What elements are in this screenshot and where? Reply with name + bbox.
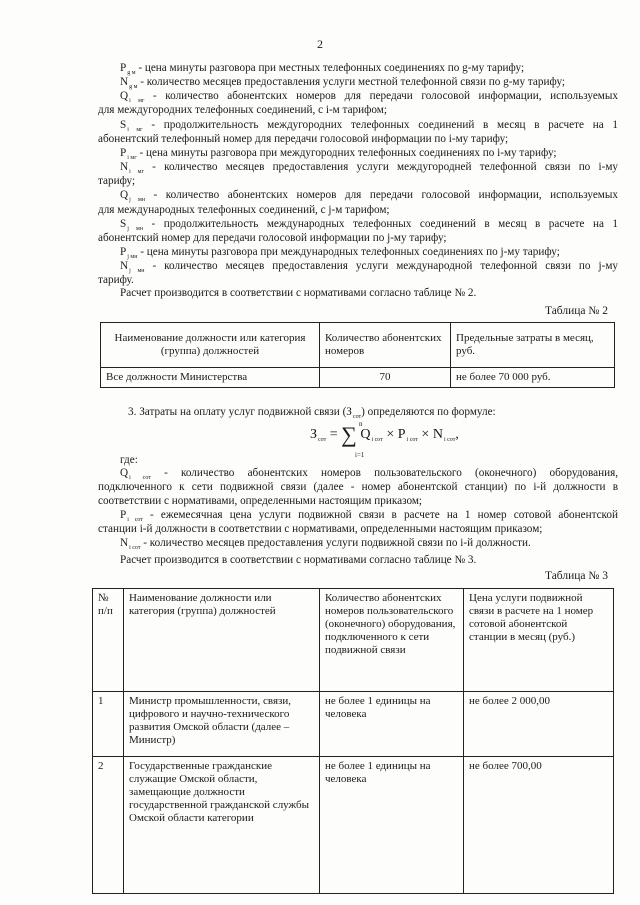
- table-3-cell: Министр промышленности, связи, цифрового и научно-технического развития Омской области (далее – Министр): [124, 692, 320, 757]
- definition-line: [98, 133, 618, 146]
- definition-subscript: i мг: [129, 169, 144, 176]
- definition-symbol: P: [120, 245, 127, 258]
- definition-subscript: j мн: [127, 225, 144, 232]
- formula-times-2: ×: [421, 427, 430, 442]
- definition-subscript: i сот: [129, 544, 141, 551]
- definition-symbol: P: [120, 146, 127, 159]
- calc-note-table-2: Расчет производится в соответствии с нормативами согласно таблице № 2.: [120, 287, 477, 299]
- table-3-cell: 2: [93, 757, 124, 894]
- definition-subscript: g м: [129, 84, 138, 91]
- formula-n: N: [432, 427, 443, 442]
- definition-text: - количество абонентских номеров для передачи голосовой информации, используемых: [144, 90, 618, 103]
- formula-eq: =: [329, 427, 338, 442]
- definition-text: подключенного к сети подвижной связи (далее - номер абонентской станции) по i-й должности в: [98, 480, 618, 493]
- definition-text: - продолжительность междугородних телефонных соединений в месяц в расчете на 1: [142, 118, 618, 131]
- definition-text: - цена минуты разговора при местных телефонных соединениях по g-му тарифу;: [135, 62, 525, 74]
- table-3-header-row: [93, 589, 614, 692]
- formula-lhs-sub: сот: [318, 437, 327, 443]
- section-3-intro-text: 3. Затраты на оплату услуг подвижной связи (З: [128, 406, 352, 418]
- definition-text: - количество абонентских номеров для передачи голосовой информации, используемых: [145, 189, 618, 202]
- definition-text: - количество месяцев предоставления услуги местной телефонной связи по g-му тарифу;: [137, 76, 566, 89]
- definition-line: [98, 274, 618, 287]
- table-2-caption: Таблица № 2: [544, 305, 608, 317]
- formula-p: P: [397, 427, 406, 442]
- definition-symbol: S: [120, 217, 127, 230]
- definition-subscript: i мг: [127, 154, 137, 161]
- table-2-cell: не более 70 000 руб.: [451, 368, 615, 388]
- table-3-cell: Государственные гражданские служащие Омской области, замещающие должности государственной гражданской службы Омской области категории: [124, 757, 320, 894]
- definition-symbol: N: [120, 260, 129, 273]
- table-3: [92, 588, 614, 894]
- definition-subscript: g м: [127, 70, 136, 76]
- table-2: [100, 322, 615, 388]
- table-3-header-cell: № п/п: [93, 589, 124, 692]
- table-2-header-cell: Наименование должности или категория (группа) должностей: [101, 323, 320, 368]
- table-3-cell: не более 2 000,00: [464, 692, 614, 757]
- definition-line: [98, 104, 618, 117]
- formula-q-sub: i сот: [371, 437, 383, 443]
- table-2-cell: Все должности Министерства: [101, 368, 320, 388]
- table-row: [101, 368, 615, 388]
- definition-symbol: P: [120, 62, 127, 74]
- table-3-caption: Таблица № 3: [544, 570, 608, 582]
- table-2-header-cell: Количество абонентских номеров: [320, 323, 451, 368]
- table-row: [93, 757, 614, 894]
- definition-symbol: P: [120, 508, 127, 521]
- table-2-header-row: [101, 323, 615, 368]
- definition-line: [98, 232, 618, 245]
- formula-q: Q: [360, 427, 371, 442]
- definition-symbol: N: [120, 536, 129, 549]
- table-3-cell: не более 700,00: [464, 757, 614, 894]
- definition-line: [98, 523, 618, 536]
- definition-line: [98, 495, 618, 508]
- table-3-cell: не более 1 единицы на человека: [320, 757, 464, 894]
- definition-subscript: i сот: [129, 475, 151, 481]
- table-2-header-cell: Предельные затраты в месяц, руб.: [451, 323, 615, 368]
- definition-text: соответствии с нормативами, определенными настоящим приказом;: [98, 494, 423, 507]
- definition-subscript: i мг: [127, 126, 143, 133]
- definition-text: для международных телефонных соединений, с j-м тарифом;: [98, 203, 390, 216]
- definition-symbol: S: [120, 118, 127, 131]
- definition-text: - количество месяцев предоставления услуги международной телефонной связи по j-му: [144, 260, 618, 273]
- page-number: 2: [317, 37, 323, 51]
- definition-line: [98, 481, 618, 494]
- definition-text: - ежемесячная цена услуги подвижной связи в расчете на 1 номер сотовой абонентской: [142, 508, 618, 521]
- formula-sigma: ∑: [341, 422, 357, 447]
- table-3-cell: 1: [93, 692, 124, 757]
- definition-text: тарифу.: [98, 274, 134, 287]
- definition-line: [98, 204, 618, 217]
- definition-subscript: j мн: [129, 197, 146, 204]
- formula: [310, 420, 459, 459]
- definition-line: [120, 537, 618, 555]
- definition-subscript: i сот: [127, 516, 143, 523]
- definition-text: - цена минуты разговора при междугородних телефонных соединениях по i-му тарифу;: [136, 146, 557, 159]
- definition-symbol: Q: [120, 189, 129, 202]
- section-3-intro-end: ) определяются по формуле:: [361, 406, 496, 418]
- definition-subscript: j мн: [127, 253, 138, 260]
- definition-subscript: i мг: [129, 98, 145, 105]
- definition-text: - количество абонентских номеров пользовательского (оконечного) оборудования,: [150, 467, 618, 479]
- table-3-cell: не более 1 единицы на человека: [320, 692, 464, 757]
- definition-text: для междугородних телефонных соединений, с i-м тарифом;: [98, 104, 387, 117]
- definition-symbol: N: [120, 161, 129, 174]
- formula-p-sub: i сот: [406, 437, 418, 443]
- definition-symbol: N: [120, 76, 129, 89]
- calc-note-table-3: Расчет производится в соответствии с нормативами согласно таблице № 3.: [120, 554, 477, 566]
- formula-n-sub: i сот: [443, 437, 456, 443]
- where-label: где:: [120, 454, 138, 466]
- definition-text: - количество месяцев предоставления услуги подвижной связи по i-й должности.: [140, 536, 531, 549]
- section-3-intro: [128, 406, 640, 424]
- table-3-header-cell: Цена услуги подвижной связи в расчете на 1 номер сотовой абонентской станции в месяц (руб.): [464, 589, 614, 692]
- definition-text: тарифу;: [98, 175, 136, 188]
- definition-text: - количество месяцев предоставления услуги междугородней телефонной связи по i-му: [143, 161, 618, 174]
- definition-symbol: Q: [120, 467, 129, 479]
- formula-end: ,: [455, 427, 459, 442]
- table-3-header-cell: Количество абонентских номеров пользовательского (оконечного) оборудования, подключенного к сети подвижной связи: [320, 589, 464, 692]
- definition-text: абонентский номер для передачи голосовой информации по j-му тарифу;: [98, 231, 447, 244]
- formula-upper: n: [359, 420, 363, 428]
- formula-lhs: З: [310, 427, 318, 442]
- definition-line: [98, 175, 618, 188]
- definition-text: станции i-й должности в соответствии с нормативами, определенными настоящим приказом;: [98, 522, 543, 535]
- formula-lower: i=1: [355, 451, 365, 459]
- formula-times-1: ×: [386, 427, 395, 442]
- section-3-intro-sub: сот: [352, 414, 362, 420]
- definition-symbol: Q: [120, 90, 129, 103]
- table-3-header-cell: Наименование должности или категория (группа) должностей: [124, 589, 320, 692]
- definition-subscript: j мн: [129, 268, 145, 275]
- definition-text: абонентский телефонный номер для передачи голосовой информации по i-му тарифу;: [98, 132, 509, 145]
- table-row: [93, 692, 614, 757]
- table-2-cell: 70: [320, 368, 451, 388]
- definition-text: - продолжительность международных телефонных соединений в месяц в расчете на 1: [143, 217, 618, 230]
- definition-text: - цена минуты разговора при международных телефонных соединениях по j-му тарифу;: [137, 245, 560, 258]
